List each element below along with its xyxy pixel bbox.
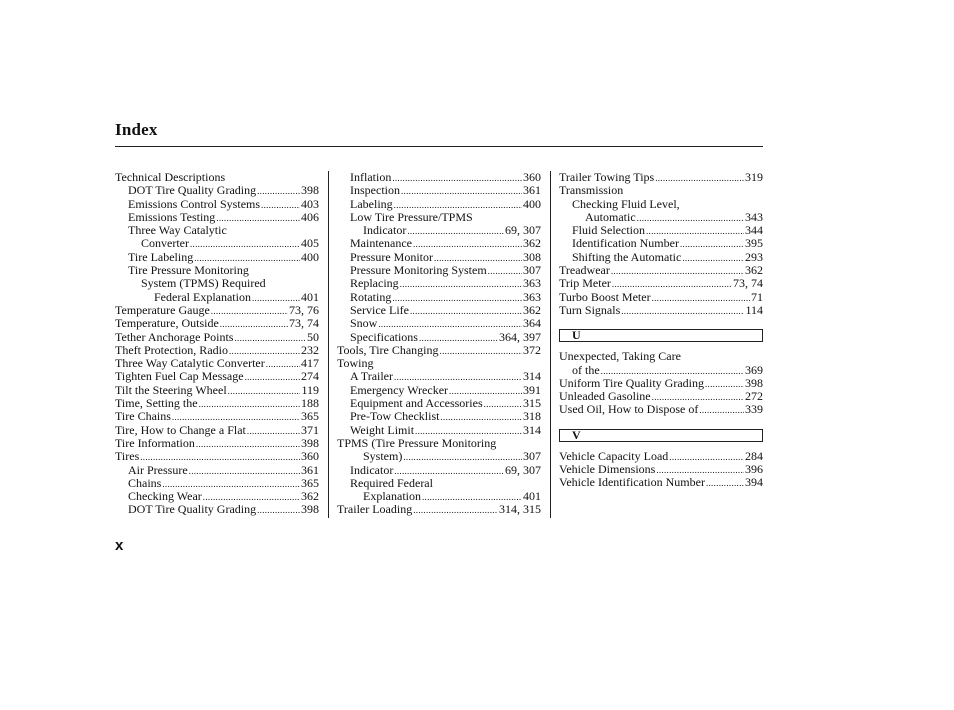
entry-text: Indicator [363,223,407,238]
title-rule [115,146,763,147]
section-letter-u: U [559,329,763,342]
index-entry [115,370,319,383]
dot-leader [488,265,522,278]
entry-text: Tilt the Steering Wheel [115,382,227,397]
entry-text: Towing [337,356,374,371]
entry-text: Transmission [559,183,624,198]
column-divider [550,171,551,518]
index-entry [115,384,319,397]
page-ref: 319 [745,170,763,184]
entry-text: of the [572,362,600,377]
index-entry [559,463,763,476]
entry-text: Explanation [363,489,421,504]
index-entry [337,490,541,503]
page-ref: 406 [301,209,319,224]
page-ref: 284 [745,448,763,463]
entry-text: Temperature, Outside [115,316,219,331]
entry-text: Tools, Tire Changing [337,342,439,357]
column-divider [328,171,329,518]
page-ref: 69, 307 [505,223,541,238]
entry-text: Replacing [350,276,399,291]
entry-text: Automatic [585,209,636,224]
index-entry [559,211,763,224]
dot-leader [392,172,522,185]
page-number: x [115,537,124,554]
entry-text: Pressure Monitoring System [350,263,487,278]
page-ref: 365 [301,475,319,490]
index-entry [115,410,319,423]
index-entry [337,277,541,290]
page-ref: 394 [745,475,763,490]
entry-text: Weight Limit [350,422,415,437]
index-entry [559,224,763,237]
index-entry [337,357,541,370]
index-entry [115,237,319,250]
entry-text: Used Oil, How to Dispose of [559,402,699,417]
page-ref: 362 [523,236,541,251]
entry-text: Inspection [350,183,400,198]
dot-leader [413,504,498,517]
entry-text: Turbo Boost Meter [559,289,651,304]
index-entry [115,344,319,357]
page-ref: 71 [751,289,763,304]
entry-text: Vehicle Capacity Load [559,448,669,463]
page-ref: 372 [523,342,541,357]
page-ref: 401 [523,489,541,504]
index-entry [559,251,763,264]
dot-leader [247,425,300,438]
entry-text: Unleaded Gasoline [559,389,651,404]
index-entry [337,237,541,250]
index-entry [337,291,541,304]
entry-text: Air Pressure [128,462,188,477]
entry-text: Shifting the Automatic [572,249,682,264]
index-column-2 [337,171,541,517]
section-letter-v: V [559,429,763,442]
index-column-1 [115,171,319,517]
page-ref: 73, 76 [289,302,319,317]
entry-text: Theft Protection, Radio [115,342,228,357]
dot-leader [401,185,522,198]
entry-text: Vehicle Identification Number [559,475,705,490]
page-title: Index [115,120,158,139]
entry-text: Trailer Loading [337,502,413,517]
entry-text: System) [363,449,403,464]
entry-text: Inflation [350,170,392,184]
index-entry [559,350,763,363]
page-ref: 69, 307 [505,462,541,477]
index-entry [115,211,319,224]
page-ref: 361 [301,462,319,477]
index-entry [559,390,763,403]
page-ref: 307 [523,263,541,278]
index-entry [337,464,541,477]
dot-leader [228,385,301,398]
index-entry [337,304,541,317]
page-ref: 362 [745,263,763,278]
index-entry [115,264,319,277]
entry-text: Emissions Control Systems [128,196,261,211]
index-entry [115,304,319,317]
index-entry [115,224,319,237]
entry-text: Tires [115,449,140,464]
entry-text: Time, Setting the [115,396,198,411]
entry-text: Tire Chains [115,409,171,424]
entry-text: Pressure Monitor [350,249,433,264]
index-entry [115,331,319,344]
dot-leader [440,411,522,424]
page-ref: 232 [301,342,319,357]
index-entry [559,264,763,277]
index-entry [337,450,541,463]
index-entry [337,211,541,224]
entry-text: Checking Wear [128,489,202,504]
index-entry [559,237,763,250]
index-entry [559,304,763,317]
index-entry [115,198,319,211]
index-entry [337,344,541,357]
dot-leader [705,378,744,391]
entry-text: Technical Descriptions [115,170,226,184]
index-entry [337,251,541,264]
index-entry [559,476,763,489]
page-ref: 361 [523,183,541,198]
page-ref: 405 [301,236,319,251]
dot-leader [261,199,300,212]
entry-text: Required Federal [350,475,433,490]
page-ref: 398 [301,435,319,450]
dot-leader [257,504,300,517]
index-entry [337,184,541,197]
page-ref: 119 [301,382,319,397]
index-entry [115,477,319,490]
index-entry [559,403,763,416]
page-ref: 343 [745,209,763,224]
dot-leader [196,438,300,451]
page-ref: 398 [745,375,763,390]
entry-text: Tether Anchorage Points [115,329,234,344]
page-ref: 360 [523,170,541,184]
entry-text: Labeling [350,196,393,211]
page-ref: 403 [301,196,319,211]
entry-text: Vehicle Dimensions [559,462,656,477]
dot-leader [680,238,744,251]
entry-text: Emergency Wrecker [350,382,449,397]
index-entry [559,291,763,304]
index-entry [337,370,541,383]
dot-leader [699,404,744,417]
page-ref: 364 [523,316,541,331]
index-entry [115,251,319,264]
entry-text: Pre-Tow Checklist [350,409,440,424]
dot-leader [189,465,300,478]
dot-leader [484,398,522,411]
page-ref: 188 [301,396,319,411]
entry-text: Tire Pressure Monitoring [128,263,249,278]
index-entry [337,317,541,330]
page-ref: 391 [523,382,541,397]
index-entry [115,424,319,437]
entry-text: Checking Fluid Level, [572,196,680,211]
index-entry [337,397,541,410]
index-entry [337,437,541,450]
entry-text: Fluid Selection [572,223,645,238]
entry-text: Identification Number [572,236,679,251]
page-ref: 369 [745,362,763,377]
page-ref: 398 [301,502,319,517]
index-entry [337,477,541,490]
page-ref: 364, 397 [499,329,541,344]
page-ref: 360 [301,449,319,464]
dot-leader [216,212,300,225]
entry-text: Tire Labeling [128,249,194,264]
entry-text: A Trailer [350,369,394,384]
entry-text: Snow [350,316,378,331]
dot-leader [407,225,504,238]
dot-leader [199,398,300,411]
entry-text: Specifications [350,329,418,344]
dot-leader [669,451,744,464]
index-entry [337,198,541,211]
dot-leader [682,252,744,265]
index-entry [559,198,763,211]
entry-text: Rotating [350,289,392,304]
index-entry [337,424,541,437]
page-ref: 339 [745,402,763,417]
index-entry [337,331,541,344]
dot-leader [245,371,300,384]
dot-leader [257,185,300,198]
entry-text: TPMS (Tire Pressure Monitoring [337,435,497,450]
page-ref: 50 [307,329,319,344]
index-entry [559,171,763,184]
index-entry [115,357,319,370]
page-ref: 400 [523,196,541,211]
index-entry [559,277,763,290]
index-entry [115,490,319,503]
page-ref: 400 [301,249,319,264]
page-ref: 371 [301,422,319,437]
entry-text: Chains [128,475,162,490]
page-ref: 274 [301,369,319,384]
entry-text: Three Way Catalytic Converter [115,356,265,371]
entry-text: Low Tire Pressure/TPMS [350,209,473,224]
page-ref: 272 [745,389,763,404]
index-entry [115,503,319,516]
index-entry [115,277,319,290]
page-ref: 395 [745,236,763,251]
entry-text: Trip Meter [559,276,611,291]
index-entry [337,171,541,184]
entry-text: DOT Tire Quality Grading [128,183,257,198]
entry-text: Service Life [350,302,409,317]
entry-text: Emissions Testing [128,209,216,224]
page-ref: 362 [523,302,541,317]
index-entry [115,317,319,330]
entry-text: Uniform Tire Quality Grading [559,375,704,390]
page-ref: 401 [301,289,319,304]
page-ref: 314, 315 [499,502,541,517]
index-entry [115,397,319,410]
index-entry [115,450,319,463]
page-ref: 308 [523,249,541,264]
entry-text: Equipment and Accessories [350,396,483,411]
index-entry [115,464,319,477]
index-entry [559,450,763,463]
entry-text: Indicator [350,462,394,477]
page-ref: 73, 74 [289,316,319,331]
entry-text: Treadwear [559,263,610,278]
index-entry [337,264,541,277]
page-ref: 398 [301,183,319,198]
index-entry [115,437,319,450]
dot-leader [611,265,744,278]
page-ref: 365 [301,409,319,424]
index-entry [115,171,319,184]
dot-leader [392,292,522,305]
entry-text: Federal Explanation [154,289,251,304]
dot-leader [400,278,522,291]
dot-leader [706,477,744,490]
index-entry [559,184,763,197]
page-ref: 396 [745,462,763,477]
entry-text: Converter [141,236,189,251]
page-ref: 363 [523,276,541,291]
entry-text: Maintenance [350,236,412,251]
index-entry [337,410,541,423]
dot-leader [190,238,300,251]
entry-text: Temperature Gauge [115,302,210,317]
page-ref: 114 [745,302,763,317]
page-ref: 344 [745,223,763,238]
index-entry [115,291,319,304]
page-ref: 315 [523,396,541,411]
entry-text: Unexpected, Taking Care [559,349,681,364]
entry-text: DOT Tire Quality Grading [128,502,257,517]
page-ref: 293 [745,249,763,264]
page-ref: 314 [523,422,541,437]
dot-leader [440,345,522,358]
page-ref: 362 [301,489,319,504]
entry-text: Tighten Fuel Cap Message [115,369,244,384]
dot-leader [266,358,300,371]
entry-text: Trailer Towing Tips [559,170,655,184]
page-ref: 363 [523,289,541,304]
dot-leader [410,305,522,318]
index-entry [115,184,319,197]
index-entry [337,384,541,397]
entry-text: System (TPMS) Required [141,276,266,291]
page-ref: 417 [301,356,319,371]
dot-leader [234,332,306,345]
dot-leader [637,212,744,225]
entry-text: Three Way Catalytic [128,223,227,238]
page-ref: 307 [523,449,541,464]
dot-leader [211,305,288,318]
page-ref: 318 [523,409,541,424]
index-entry [559,364,763,377]
dot-leader [655,172,744,185]
entry-text: Turn Signals [559,302,621,317]
index-entry [337,503,541,516]
entry-text: Tire, How to Change a Flat [115,422,246,437]
dot-leader [621,305,744,318]
index-entry [337,224,541,237]
dot-leader [652,292,750,305]
entry-text: Tire Information [115,435,195,450]
index-entry [559,377,763,390]
page-ref: 73, 74 [733,276,763,291]
index-column-3 [559,171,763,490]
page-ref: 314 [523,369,541,384]
